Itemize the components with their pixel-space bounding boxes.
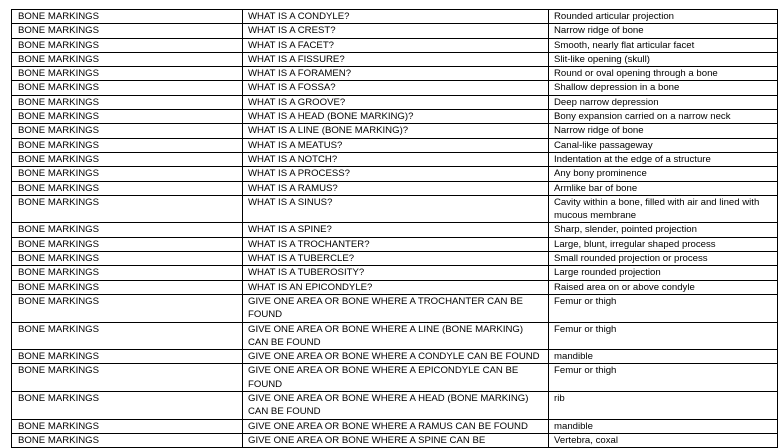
category-cell: BONE MARKINGS xyxy=(12,364,243,392)
question-cell: WHAT IS A RAMUS? xyxy=(243,181,549,195)
question-cell: WHAT IS A LINE (BONE MARKING)? xyxy=(243,124,549,138)
question-cell: GIVE ONE AREA OR BONE WHERE A CONDYLE CAN BE FOUND xyxy=(243,350,549,364)
table-row xyxy=(12,181,778,195)
table-row xyxy=(12,322,778,350)
question-cell: GIVE ONE AREA OR BONE WHERE A EPICONDYLE CAN BE FOUND xyxy=(243,364,549,392)
answer-cell: Smooth, nearly flat articular facet xyxy=(549,38,778,52)
table-row xyxy=(12,95,778,109)
table-row xyxy=(12,280,778,294)
table-row xyxy=(12,294,778,322)
category-cell: BONE MARKINGS xyxy=(12,181,243,195)
category-cell: BONE MARKINGS xyxy=(12,294,243,322)
answer-cell: Vertebra, coxal xyxy=(549,433,778,447)
question-cell: WHAT IS A FORAMEN? xyxy=(243,67,549,81)
table-row xyxy=(12,38,778,52)
flashcard-table xyxy=(11,9,778,448)
question-cell: WHAT IS A TUBEROSITY? xyxy=(243,266,549,280)
question-cell: WHAT IS A FOSSA? xyxy=(243,81,549,95)
answer-cell: Rounded articular projection xyxy=(549,10,778,24)
category-cell: BONE MARKINGS xyxy=(12,81,243,95)
question-cell: GIVE ONE AREA OR BONE WHERE A HEAD (BONE MARKING) CAN BE FOUND xyxy=(243,392,549,420)
question-cell: WHAT IS A HEAD (BONE MARKING)? xyxy=(243,110,549,124)
category-cell: BONE MARKINGS xyxy=(12,237,243,251)
answer-cell: rib xyxy=(549,392,778,420)
question-cell: WHAT IS A TUBERCLE? xyxy=(243,252,549,266)
answer-cell: Canal-like passageway xyxy=(549,138,778,152)
answer-cell: Bony expansion carried on a narrow neck xyxy=(549,110,778,124)
table-row xyxy=(12,252,778,266)
category-cell: BONE MARKINGS xyxy=(12,152,243,166)
question-cell: WHAT IS A PROCESS? xyxy=(243,167,549,181)
answer-cell: Narrow ridge of bone xyxy=(549,24,778,38)
answer-cell: Sharp, slender, pointed projection xyxy=(549,223,778,237)
table-row xyxy=(12,350,778,364)
answer-cell: Round or oval opening through a bone xyxy=(549,67,778,81)
table-row xyxy=(12,167,778,181)
category-cell: BONE MARKINGS xyxy=(12,350,243,364)
question-cell: WHAT IS A MEATUS? xyxy=(243,138,549,152)
table-row xyxy=(12,67,778,81)
category-cell: BONE MARKINGS xyxy=(12,24,243,38)
question-cell: WHAT IS A SINUS? xyxy=(243,195,549,223)
category-cell: BONE MARKINGS xyxy=(12,110,243,124)
category-cell: BONE MARKINGS xyxy=(12,38,243,52)
question-cell: WHAT IS A SPINE? xyxy=(243,223,549,237)
category-cell: BONE MARKINGS xyxy=(12,392,243,420)
answer-cell: Deep narrow depression xyxy=(549,95,778,109)
answer-cell: Any bony prominence xyxy=(549,167,778,181)
category-cell: BONE MARKINGS xyxy=(12,252,243,266)
question-cell: WHAT IS A CREST? xyxy=(243,24,549,38)
table-row xyxy=(12,237,778,251)
table-row xyxy=(12,24,778,38)
answer-cell: Narrow ridge of bone xyxy=(549,124,778,138)
category-cell: BONE MARKINGS xyxy=(12,138,243,152)
category-cell: BONE MARKINGS xyxy=(12,95,243,109)
table-row xyxy=(12,364,778,392)
table-row xyxy=(12,266,778,280)
question-cell: WHAT IS A TROCHANTER? xyxy=(243,237,549,251)
category-cell: BONE MARKINGS xyxy=(12,67,243,81)
table-row xyxy=(12,110,778,124)
answer-cell: Armlike bar of bone xyxy=(549,181,778,195)
question-cell: WHAT IS A GROOVE? xyxy=(243,95,549,109)
answer-cell: Femur or thigh xyxy=(549,322,778,350)
question-cell: WHAT IS A NOTCH? xyxy=(243,152,549,166)
category-cell: BONE MARKINGS xyxy=(12,10,243,24)
category-cell: BONE MARKINGS xyxy=(12,223,243,237)
table-row xyxy=(12,223,778,237)
answer-cell: Cavity within a bone, filled with air and lined with mucous membrane xyxy=(549,195,778,223)
table-row xyxy=(12,81,778,95)
question-cell: WHAT IS A CONDYLE? xyxy=(243,10,549,24)
category-cell: BONE MARKINGS xyxy=(12,266,243,280)
answer-cell: Femur or thigh xyxy=(549,364,778,392)
category-cell: BONE MARKINGS xyxy=(12,195,243,223)
question-cell: GIVE ONE AREA OR BONE WHERE A RAMUS CAN BE FOUND xyxy=(243,419,549,433)
answer-cell: Shallow depression in a bone xyxy=(549,81,778,95)
table-row xyxy=(12,52,778,66)
category-cell: BONE MARKINGS xyxy=(12,322,243,350)
answer-cell: Large, blunt, irregular shaped process xyxy=(549,237,778,251)
question-cell: WHAT IS AN EPICONDYLE? xyxy=(243,280,549,294)
table-row xyxy=(12,195,778,223)
answer-cell: Indentation at the edge of a structure xyxy=(549,152,778,166)
answer-cell: Large rounded projection xyxy=(549,266,778,280)
answer-cell: Small rounded projection or process xyxy=(549,252,778,266)
question-cell: WHAT IS A FACET? xyxy=(243,38,549,52)
category-cell: BONE MARKINGS xyxy=(12,167,243,181)
question-cell: GIVE ONE AREA OR BONE WHERE A SPINE CAN BE xyxy=(243,433,549,447)
answer-cell: Raised area on or above condyle xyxy=(549,280,778,294)
answer-cell: mandible xyxy=(549,419,778,433)
category-cell: BONE MARKINGS xyxy=(12,280,243,294)
table-row xyxy=(12,152,778,166)
table-row xyxy=(12,10,778,24)
table-row xyxy=(12,124,778,138)
question-cell: GIVE ONE AREA OR BONE WHERE A TROCHANTER CAN BE FOUND xyxy=(243,294,549,322)
question-cell: GIVE ONE AREA OR BONE WHERE A LINE (BONE MARKING) CAN BE FOUND xyxy=(243,322,549,350)
answer-cell: mandible xyxy=(549,350,778,364)
category-cell: BONE MARKINGS xyxy=(12,419,243,433)
category-cell: BONE MARKINGS xyxy=(12,124,243,138)
flashcard-table-body xyxy=(12,10,778,448)
category-cell: BONE MARKINGS xyxy=(12,433,243,447)
table-row xyxy=(12,419,778,433)
question-cell: WHAT IS A FISSURE? xyxy=(243,52,549,66)
answer-cell: Slit-like opening (skull) xyxy=(549,52,778,66)
answer-cell: Femur or thigh xyxy=(549,294,778,322)
table-row xyxy=(12,392,778,420)
table-row xyxy=(12,138,778,152)
category-cell: BONE MARKINGS xyxy=(12,52,243,66)
flashcard-sheet xyxy=(11,9,778,448)
